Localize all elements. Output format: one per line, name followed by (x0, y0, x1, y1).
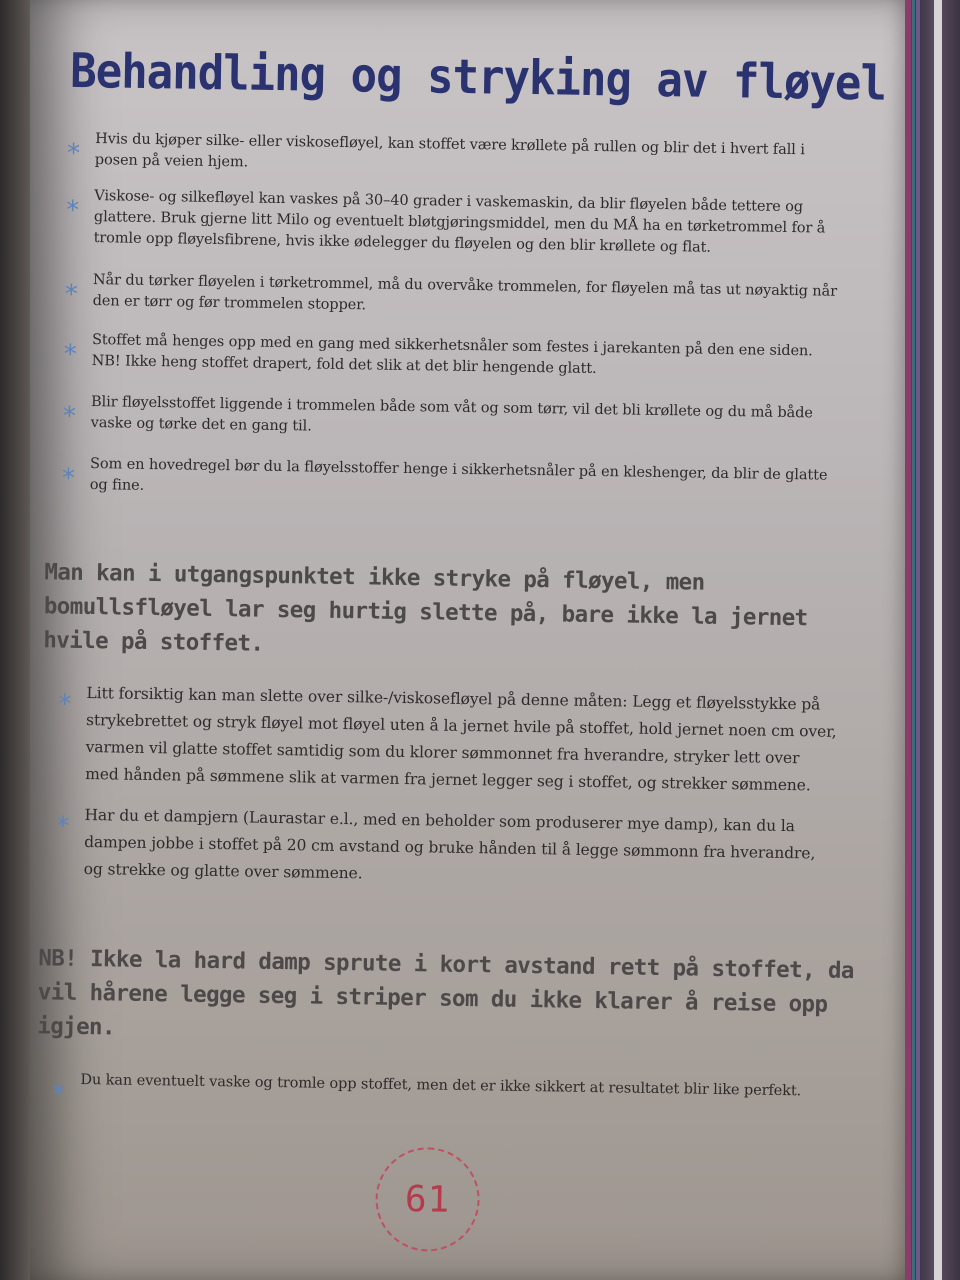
list-item (64, 330, 845, 384)
list-item (67, 129, 848, 183)
star-icon: * (56, 811, 70, 842)
page-title: Behandling og stryking av fløyel (69, 43, 887, 112)
page-number: 61 (404, 1178, 451, 1221)
list-item (62, 454, 843, 508)
star-icon: * (65, 195, 80, 226)
list-item-text: Som en hovedregel bør du la fløyelsstoffer henge i sikkerhetsnåler på en kleshenger, da blir de glatte og fine. (89, 456, 828, 494)
list-item-text: Du kan eventuelt vaske og tromle opp stoffet, men det er ikke sikkert at resultatet blir like perfekt. (80, 1071, 802, 1100)
page-number-ring (375, 1147, 481, 1253)
list-item-text: Litt forsiktig kan man slette over silke-/viskosefløyel på denne måten: Legg et fløyelsstykke på strykebrettet og stryk fløyel mot fløyel uten å la jernet hvile på stoffet, hold jernet noen cm over, varmen vil glatte stoffet samtidig som du klorer sømmonnet fra hverandre, stryker lett over med hånden på sømmene slik at varmen fra jernet legger seg i stoffet, og strekker sømmene. (85, 683, 837, 795)
callout-steam-warning: NB! Ikke la hard damp sprute i kort avstand rett på stoffet, da vil hårene legge seg i striper som du ikke klarer å reise opp igjen. (37, 945, 855, 1041)
list-item-text: Når du tørker fløyelen i tørketrommel, må du overvåke trommelen, for fløyelen må tas ut nøyaktig når den er tørr og før trommelen stopper. (92, 272, 838, 314)
list-item (65, 186, 846, 261)
book-cover-edge (900, 0, 960, 1280)
book-page (30, 0, 905, 1280)
list-item-text: Blir fløyelsstoffet liggende i trommelen både som våt og som tørr, vil det bli krøllete og du må både vaske og tørke det en gang til. (90, 394, 813, 435)
list-item (57, 680, 839, 800)
star-icon: * (51, 1079, 66, 1110)
star-icon: * (62, 401, 77, 432)
star-icon: * (63, 339, 78, 370)
list-item-text: Viskose- og silkefløyel kan vaskes på 30–40 grader i vaskemaskin, da blir fløyelen både tettere og glattere. Bruk gjerne litt Milo og eventuelt bløtgjøringsmiddel, men du MÅ ha en tørketrommel for å tromle opp fløyelsfibrene, hvis ikke ødelegger du fløyelen og den blir krøllete og flat. (93, 188, 826, 256)
star-icon: * (61, 463, 76, 494)
list-item-text: Hvis du kjøper silke- eller viskosefløyel, kan stoffet være krøllete på rullen og blir det i hvert fall i posen på veien hjem. (94, 131, 805, 171)
star-icon: * (58, 689, 72, 720)
callout-ironing: Man kan i utgangspunktet ikke stryke på fløyel, men bomullsfløyel lar seg hurtig slette på, bare ikke la jernet hvile på stoffet. (43, 559, 808, 657)
list-item (56, 802, 837, 895)
list-item-text: Har du et dampjern (Laurastar e.l., med en beholder som produserer mye damp), kan du la dampen jobbe i stoffet på 20 cm avstand og bruke hånden til å legge sømmonn fra hverandre, og strekke og glatte over sømmene. (83, 805, 816, 883)
star-icon: * (66, 138, 81, 169)
list-item (63, 392, 844, 446)
list-item-text: Stoffet må henges opp med en gang med sikkerhetsnåler som festes i jarekanten på den ene siden. NB! Ikke heng stoffet drapert, fold det slik at det blir hengende glatt. (91, 332, 813, 377)
page-content (30, 0, 905, 1280)
star-icon: * (64, 279, 78, 310)
list-item (64, 270, 845, 324)
list-item (51, 1070, 832, 1110)
